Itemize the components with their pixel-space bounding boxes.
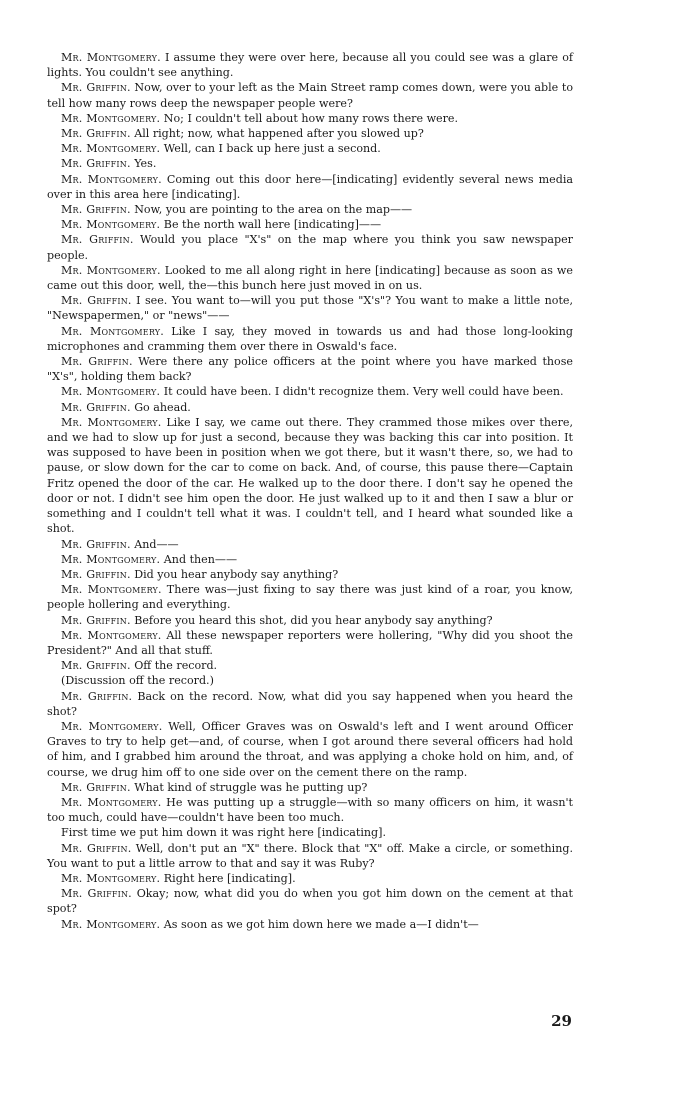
paragraph [47,719,573,780]
testimony-text: Now, you are pointing to the area on the map—— [130,203,413,217]
paragraph [47,795,573,825]
testimony-text: Go ahead. [130,400,191,414]
testimony-text: Off the record. [130,659,218,673]
paragraph [47,780,573,795]
paragraph [47,354,573,384]
testimony-text: Were there any police officers at the point where you have marked those "X's", holding them back? [47,355,573,384]
speaker-name: Mr. Griffin. [61,659,131,673]
speaker-name: Mr. Montgomery. [61,172,162,186]
testimony-text: There was—just fixing to say there was just kind of a roar, you know, people hollering and everything. [47,583,573,612]
testimony-text: (Discussion off the record.) [61,674,214,688]
speaker-name: Mr. Montgomery. [61,871,161,885]
paragraph [47,141,573,156]
testimony-text: Be the north wall here [indicating]—— [160,218,382,232]
paragraph [47,80,573,110]
testimony-text: Coming out this door here—[indicating] evidently several news media over in this area here [indicating]. [47,172,573,201]
speaker-name: Mr. Montgomery. [61,583,162,597]
testimony-text: Looked to me all along right in here [indicating] because as soon as we came out this door, well, the—this bunch here just moved in on us. [47,263,573,293]
testimony-text: What kind of struggle was he putting up? [130,780,368,794]
paragraph [47,50,573,80]
paragraph [47,825,573,840]
speaker-name: Mr. Griffin. [61,400,131,414]
paragraph [47,415,573,537]
speaker-name: Mr. Griffin. [61,81,131,95]
paragraph [47,689,573,719]
paragraph [47,400,573,415]
testimony-text: As soon as we got him down here we made a—I didn't— [160,917,479,931]
testimony-text: Like I say, we came out there. They crammed those mikes over there, and we had to slow up for just a second, because they was backing this car into position. It was supposed to have been in position when we got there, but it wasn't there, so, we had to pause, or slow down for the car to come on back. And, of course, this pause there—Captain Fritz opened the door of the car. He walked up to the door there. I don't say he opened the door or not. I didn't see him open the door. He just walked up to it and then I saw a blur or something and I couldn't tell what it was. I couldn't tell, and I heard what sounded like a shot. [47,415,573,536]
testimony-text: Before you heard this shot, did you hear anybody say anything? [130,613,493,627]
paragraph [47,552,573,567]
paragraph [47,871,573,886]
paragraph [47,263,573,293]
speaker-name: Mr. Montgomery. [61,628,162,642]
speaker-name: Mr. Griffin. [61,233,134,247]
speaker-name: Mr. Griffin. [61,567,131,581]
testimony-text: Well, can I back up here just a second. [160,142,381,156]
speaker-name: Mr. Griffin. [61,613,131,627]
speaker-name: Mr. Griffin. [61,689,133,703]
transcript-body [47,50,573,932]
paragraph [47,232,573,262]
paragraph [47,324,573,354]
page-number: 29 [551,1012,572,1030]
testimony-text: Well, don't put an "X" there. Block that "X" off. Make a circle, or something. You want to put a little arrow to that and say it was Ruby? [47,841,573,870]
testimony-text: Would you place "X's" on the map where you think you saw newspaper people. [47,233,573,262]
speaker-name: Mr. Montgomery. [61,415,162,429]
speaker-name: Mr. Montgomery. [61,385,161,399]
speaker-name: Mr. Griffin. [61,537,131,551]
paragraph [47,293,573,323]
testimony-text: Like I say, they moved in towards us and had those long-looking microphones and cramming them over there in Oswald's face. [47,324,573,353]
paragraph [47,217,573,232]
testimony-text: He was putting up a struggle—with so many officers on him, it wasn't too much, could have—couldn't have been too much. [47,795,573,825]
speaker-name: Mr. Montgomery. [61,917,161,931]
speaker-name: Mr. Montgomery. [61,111,161,125]
speaker-name: Mr. Griffin. [61,841,132,855]
testimony-text: Did you hear anybody say anything? [130,567,339,581]
speaker-name: Mr. Griffin. [61,294,132,308]
testimony-text: Back on the record. Now, what did you say happened when you heard the shot? [47,689,573,718]
paragraph [47,673,573,688]
paragraph [47,582,573,612]
testimony-text: And then—— [160,552,238,566]
paragraph [47,537,573,552]
speaker-name: Mr. Montgomery. [61,324,165,338]
speaker-name: Mr. Montgomery. [61,263,161,277]
speaker-name: Mr. Montgomery. [61,142,161,156]
paragraph [47,841,573,871]
testimony-text: It could have been. I didn't recognize them. Very well could have been. [160,385,564,399]
testimony-text: And—— [130,537,179,551]
speaker-name: Mr. Montgomery. [61,218,161,232]
speaker-name: Mr. Griffin. [61,355,133,369]
speaker-name: Mr. Griffin. [61,780,131,794]
speaker-name: Mr. Griffin. [61,127,131,141]
paragraph [47,384,573,399]
paragraph [47,917,573,932]
speaker-name: Mr. Montgomery. [61,719,163,733]
paragraph [47,567,573,582]
paragraph [47,658,573,673]
speaker-name: Mr. Montgomery. [61,51,161,64]
speaker-name: Mr. Griffin. [61,887,132,901]
testimony-text: Now, over to your left as the Main Street ramp comes down, were you able to tell how many rows deep the newspaper people were? [47,81,573,110]
speaker-name: Mr. Montgomery. [61,552,161,566]
paragraph [47,613,573,628]
speaker-name: Mr. Griffin. [61,157,131,171]
paragraph [47,202,573,217]
testimony-text: All right; now, what happened after you slowed up? [130,127,424,141]
testimony-text: Yes. [130,157,157,171]
paragraph [47,172,573,202]
speaker-name: Mr. Griffin. [61,203,131,217]
speaker-name: Mr. Montgomery. [61,795,162,809]
testimony-text: Right here [indicating]. [160,871,296,885]
testimony-text: First time we put him down it was right here [indicating]. [61,826,387,840]
testimony-text: All these newspaper reporters were hollering, "Why did you shoot the President?" And all that stuff. [47,628,573,657]
paragraph [47,886,573,916]
paragraph [47,111,573,126]
testimony-text: No; I couldn't tell about how many rows there were. [160,111,459,125]
testimony-text: Well, Officer Graves was on Oswald's left and I went around Officer Graves to try to help get—and, of course, when I got around there several officers had hold of him, and I grabbed him around the throat, and was applying a choke hold on him, and, of course, we drug him off to one side over on the cement there on the ramp. [47,719,573,779]
testimony-text: Okay; now, what did you do when you got him down on the cement at that spot? [47,887,574,916]
paragraph [47,156,573,171]
paragraph [47,126,573,141]
testimony-text: I see. You want to—will you put those "X's"? You want to make a little note, "Newspapermen," or "news"—— [47,294,573,323]
testimony-text: I assume they were over here, because all you could see was a glare of lights. You couldn't see anything. [47,51,573,80]
paragraph [47,628,573,658]
